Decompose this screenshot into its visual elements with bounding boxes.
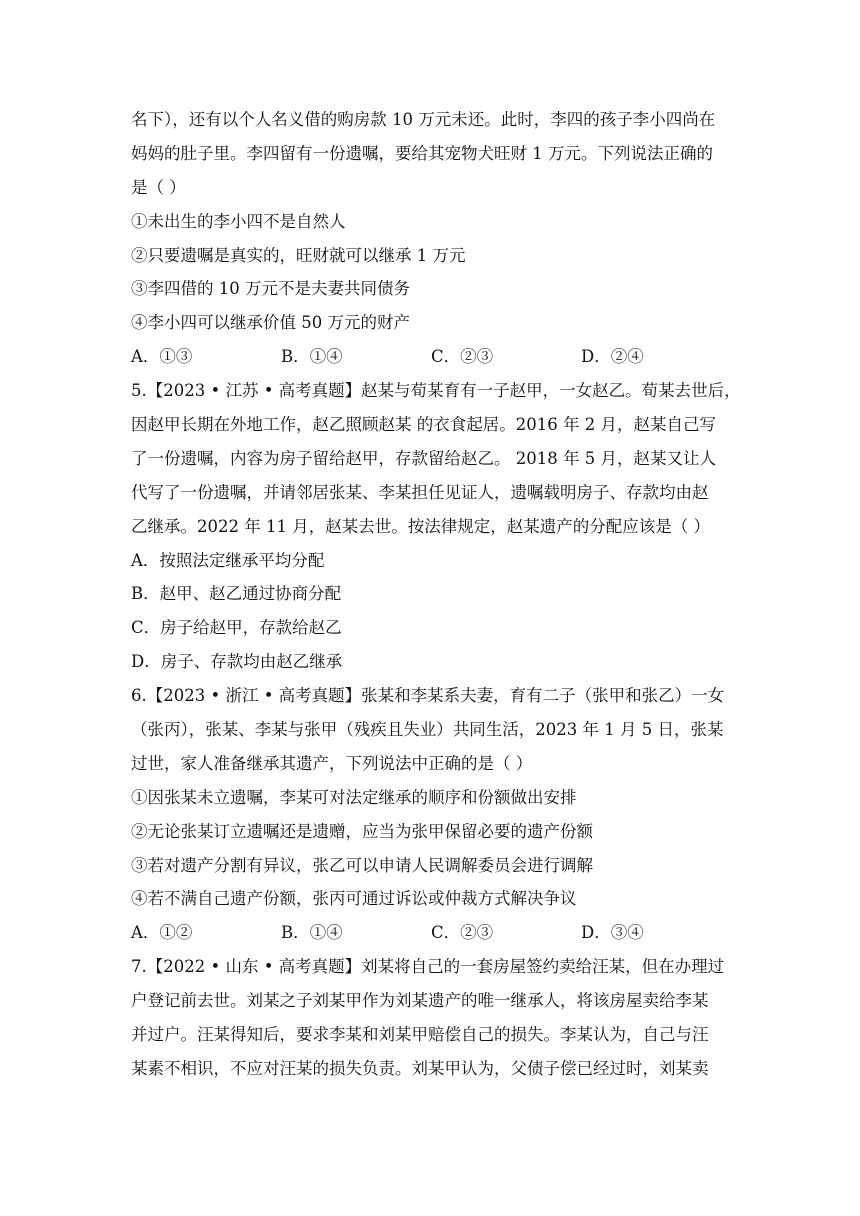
answer-option: C．②③ [431, 347, 494, 367]
document-body [131, 103, 741, 1086]
statement-line: ③若对遗产分割有异议，张乙可以申请人民调解委员会进行调解 [131, 855, 593, 875]
statement-line: ④若不满自己遗产份额，张丙可通过诉讼或仲裁方式解决争议 [131, 889, 577, 909]
answer-option: B．①④ [281, 923, 343, 943]
statement-line: ②无论张某订立遗嘱还是遗赠，应当为张甲保留必要的遗产份额 [131, 821, 593, 841]
paragraph-line: 代写了一份遗嘱，并请邻居张某、李某担任见证人，遗嘱载明房子、存款均由赵 [131, 482, 709, 502]
answer-option: D．②④ [581, 347, 644, 367]
question-paragraph [131, 103, 731, 205]
statement-line: B．赵甲、赵乙通过协商分配 [131, 584, 342, 604]
paragraph-line: 6.【2023 • 浙江 • 高考真题】张某和李某系夫妻，育有二子（张甲和张乙）一女 [131, 686, 725, 706]
paragraph-line: 并过户。汪某得知后，要求李某和刘某甲赔偿自己的损失。李某认为，自己与汪 [131, 1025, 709, 1045]
answer-options [131, 916, 731, 950]
question-paragraph [131, 679, 731, 781]
statement-line: ④李小四可以继承价值 50 万元的财产 [131, 313, 410, 333]
statement-line: C．房子给赵甲，存款给赵乙 [131, 618, 342, 638]
paragraph-line: 5.【2023 • 江苏 • 高考真题】赵某与荀某育有一子赵甲，一女赵乙。荀某去世后， [131, 381, 741, 401]
paragraph-line: 是（ ） [131, 177, 186, 197]
paragraph-line: 过世，家人准备继承其遗产，下列说法中正确的是（ ） [131, 753, 533, 773]
question-paragraph [131, 374, 741, 543]
statement-list [131, 205, 731, 341]
paragraph-line: 7.【2022 • 山东 • 高考真题】刘某将自己的一套房屋签约卖给汪某，但在办理过 [131, 957, 725, 977]
paragraph-line: 了一份遗嘱，内容为房子留给赵甲，存款留给赵乙。 2018 年 5 月，赵某又让人 [131, 448, 716, 468]
statement-line: ③李四借的 10 万元不是夫妻共同债务 [131, 279, 410, 299]
statement-line: ①未出生的李小四不是自然人 [131, 211, 346, 231]
statement-list [131, 544, 731, 680]
statement-line: ①因张某未立遗嘱，李某可对法定继承的顺序和份额做出安排 [131, 787, 577, 807]
answer-options [131, 340, 731, 374]
paragraph-line: 名下），还有以个人名义借的购房款 10 万元未还。此时，李四的孩子李小四尚在 [131, 110, 716, 129]
answer-option: A．①③ [131, 347, 193, 367]
statement-line: ②只要遗嘱是真实的，旺财就可以继承 1 万元 [131, 245, 466, 265]
statement-line: A．按照法定继承平均分配 [131, 550, 325, 570]
answer-option: B．①④ [281, 347, 343, 367]
statement-list [131, 781, 731, 917]
answer-option: C．②③ [431, 923, 494, 943]
answer-option: D．③④ [581, 923, 644, 943]
paragraph-line: 因赵甲长期在外地工作，赵乙照顾赵某 的衣食起居。2016 年 2 月，赵某自己写 [131, 415, 716, 435]
paragraph-line: 户登记前去世。刘某之子刘某甲作为刘某遗产的唯一继承人，将该房屋卖给李某 [131, 991, 709, 1011]
statement-line: D．房子、存款均由赵乙继承 [131, 652, 343, 672]
paragraph-line: 某素不相识，不应对汪某的损失负责。刘某甲认为，父债子偿已经过时，刘某卖 [131, 1058, 709, 1078]
answer-option: A．①② [131, 923, 193, 943]
question-paragraph [131, 950, 731, 1086]
paragraph-line: 乙继承。2022 年 11 月，赵某去世。按法律规定，赵某遗产的分配应该是（ ） [131, 516, 710, 536]
paragraph-line: （张丙），张某、李某与张甲（残疾且失业）共同生活，2023 年 1 月 5 日，张某 [131, 720, 724, 740]
paragraph-line: 妈妈的肚子里。李四留有一份遗嘱，要给其宠物犬旺财 1 万元。下列说法正确的 [131, 143, 713, 163]
